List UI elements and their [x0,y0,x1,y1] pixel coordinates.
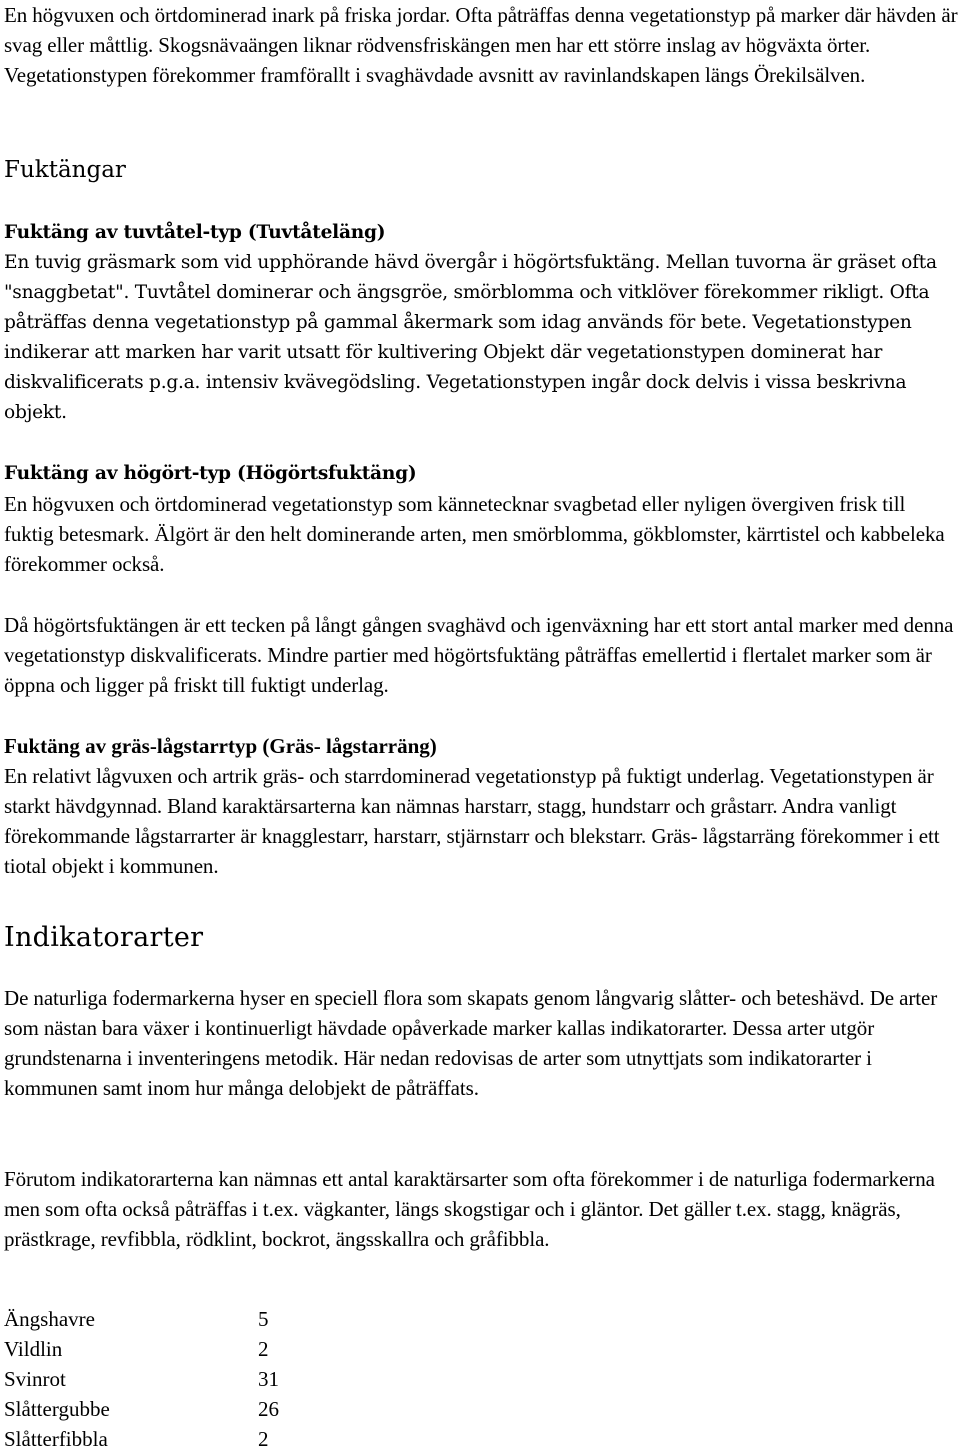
tuvtatel-paragraph: En tuvig gräsmark som vid upphörande hävd övergår i högörtsfuktäng. Mellan tuvorna är gräset ofta "snaggbetat". Tuvtåtel dominerar och ängsgröe, smörblomma och vitklöver förekommer rikligt. Ofta påträffas denna vegetationstyp på gammal åkermark som idag används för bete. Vegetationstypen indikerar att marken har varit utsatt för kultivering Objekt där vegetationstypen dominerat har diskvalificerats p.g.a. intensiv kvävegödsling. Vegetationstypen ingår dock delvis i vissa beskrivna objekt. [4,252,937,423]
indikatorarter-paragraph-1: De naturliga fodermarkerna hyser en speciell flora som skapats genom långvarig slåtter- och beteshävd. De arter som nästan bara växer i kontinuerligt hävdade opåverkade marker kallas indikatorarter. Dessa arter utgör grundstenarna i inventeringens metodik. Här nedan redovisas de arter som utnyttjats som indikatorarter i kommunen samt inom hur många delobjekt de påträffats. [4,986,938,1100]
species-name: Svinrot [4,1367,66,1391]
species-name: Ängshavre [4,1307,95,1331]
subheading-tuvtatel: Fuktäng av tuvtåtel-typ (Tuvtåteläng) [4,222,386,243]
species-count: 31 [258,1367,279,1391]
hogort-paragraph-1: En högvuxen och örtdominerad vegetationstyp som kännetecknar svagbetad eller nyligen övergiven frisk till fuktig betesmark. Älgört är den helt dominerande arten, men smörblomma, gökblomster, kärrtistel och kabbeleka förekommer också. [4,492,945,576]
section-heading-indikatorarter: Indikatorarter [4,922,204,953]
species-count-table [4,1304,279,1454]
indikatorarter-paragraph-2: Förutom indikatorarterna kan nämnas ett antal karaktärsarter som ofta förekommer i de naturliga fodermarkerna men som ofta också påträffas i t.ex. vägkanter, längs skogstigar och i gläntor. Det gäller t.ex. stagg, knägräs, prästkrage, revfibbla, rödklint, bockrot, ängsskallra och gråfibbla. [4,1167,935,1251]
intro-paragraph: En högvuxen och örtdominerad inark på friska jordar. Ofta påträffas denna vegetationstyp på marker där hävden är svag eller måttlig. Skogsnävaängen liknar rödvensfriskängen men har ett större inslag av högväxta örter. Vegetationstypen förekommer framförallt i svaghävdade avsnitt av ravinlandskapen längs Örekilsälven. [4,3,958,87]
species-count: 26 [258,1397,279,1421]
species-name: Vildlin [4,1337,63,1361]
subheading-grasstarr: Fuktäng av gräs-lågstarrtyp (Gräs- lågstarräng) [4,734,437,758]
table-row [4,1364,279,1394]
species-name: Slåtterfibbla [4,1427,108,1451]
species-count: 5 [258,1307,269,1331]
table-row [4,1334,279,1364]
hogort-paragraph-2: Då högörtsfuktängen är ett tecken på långt gången svaghävd och igenväxning har ett stort antal marker med denna vegetationstyp diskvalificerats. Mindre partier med högörtsfuktäng påträffas emellertid i flertalet marker som är öppna och ligger på friskt till fuktigt underlag. [4,613,954,697]
species-name: Slåttergubbe [4,1397,110,1421]
species-count: 2 [258,1337,269,1361]
grasstarr-paragraph: En relativt lågvuxen och artrik gräs- och starrdominerad vegetationstyp på fuktigt underlag. Vegetationstypen är starkt hävdgynnad. Bland karaktärsarterna kan nämnas harstarr, stagg, hundstarr och gråstarr. Andra vanligt förekommande lågstarrarter är knagglestarr, harstarr, stjärnstarr och blekstarr. Gräs- lågstarräng förekommer i ett tiotal objekt i kommunen. [4,764,940,878]
subheading-hogort: Fuktäng av högört-typ (Högörtsfuktäng) [4,463,417,484]
species-count: 2 [258,1427,269,1451]
table-row [4,1304,279,1334]
table-row [4,1394,279,1424]
section-heading-fuktangar: Fuktängar [4,157,126,183]
